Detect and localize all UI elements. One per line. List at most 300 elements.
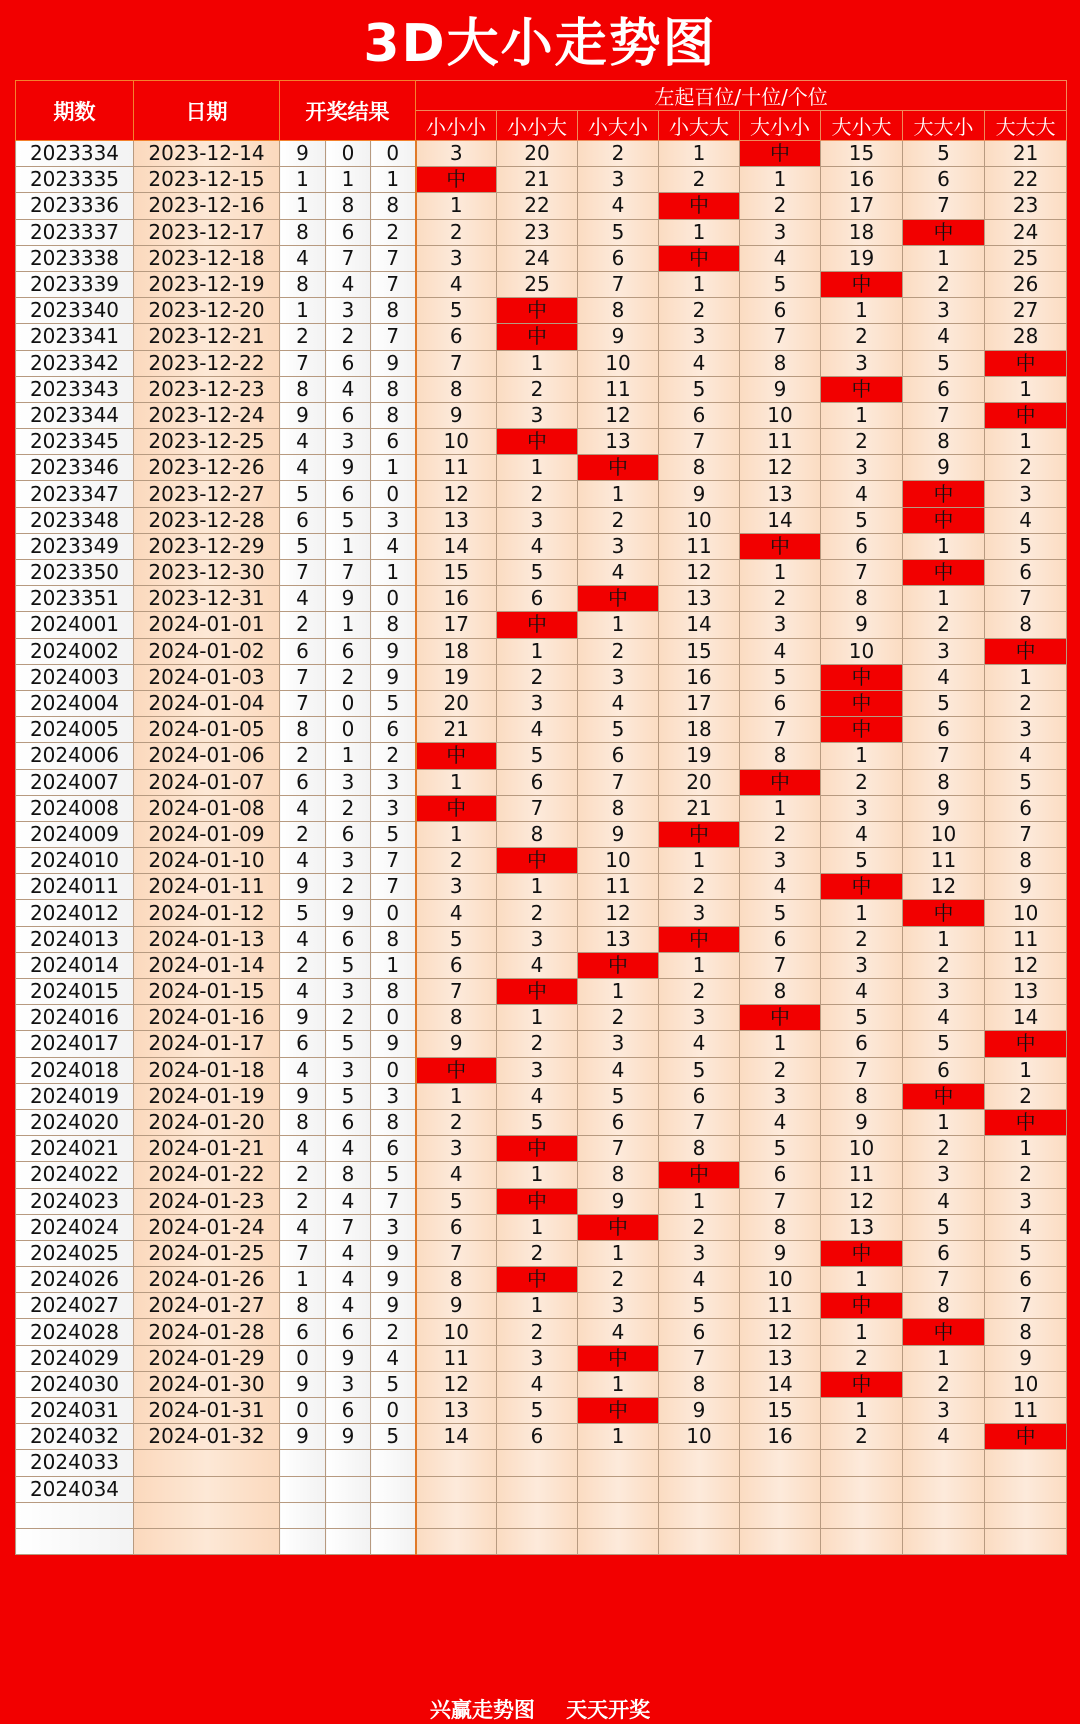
miss-count-cell: 8 [985, 848, 1067, 874]
miss-count-cell: 19 [659, 743, 740, 769]
miss-count-cell: 11 [821, 1162, 903, 1188]
miss-count-cell: 23 [985, 193, 1067, 219]
miss-count-cell: 16 [416, 586, 497, 612]
miss-count-cell: 1 [821, 1267, 903, 1293]
result-digit-cell: 9 [280, 874, 326, 900]
miss-count-cell: 4 [416, 1162, 497, 1188]
table-row [16, 402, 1067, 428]
issue-cell: 2024016 [16, 1005, 134, 1031]
miss-count-cell: 22 [497, 193, 578, 219]
result-digit-cell: 5 [371, 1162, 416, 1188]
miss-count-cell: 4 [659, 1267, 740, 1293]
date-cell: 2024-01-03 [134, 664, 280, 690]
result-digit-cell: 9 [371, 638, 416, 664]
miss-count-cell: 20 [497, 141, 578, 167]
result-digit-cell: 8 [371, 612, 416, 638]
miss-count-cell: 3 [497, 402, 578, 428]
miss-count-cell: 14 [416, 533, 497, 559]
miss-count-cell: 8 [821, 1083, 903, 1109]
miss-count-cell: 2 [578, 507, 659, 533]
result-digit-cell: 6 [326, 926, 371, 952]
miss-count-cell [497, 1450, 578, 1476]
miss-count-cell: 9 [903, 795, 985, 821]
miss-count-cell: 1 [903, 1109, 985, 1135]
miss-count-cell: 6 [740, 690, 821, 716]
hit-cell: 中 [821, 690, 903, 716]
miss-count-cell: 4 [578, 1057, 659, 1083]
miss-count-cell: 1 [497, 638, 578, 664]
result-digit-cell [280, 1502, 326, 1528]
result-digit-cell: 3 [371, 769, 416, 795]
date-cell: 2024-01-07 [134, 769, 280, 795]
result-digit-cell: 6 [326, 219, 371, 245]
issue-cell: 2023350 [16, 560, 134, 586]
miss-count-cell [821, 1528, 903, 1554]
result-digit-cell [280, 1476, 326, 1502]
miss-count-cell: 2 [821, 429, 903, 455]
table-row [16, 376, 1067, 402]
miss-count-cell: 15 [416, 560, 497, 586]
hit-cell: 中 [497, 848, 578, 874]
miss-count-cell: 5 [659, 1293, 740, 1319]
miss-count-cell: 8 [903, 769, 985, 795]
miss-count-cell: 2 [578, 141, 659, 167]
table-row [16, 1162, 1067, 1188]
miss-count-cell: 5 [497, 1109, 578, 1135]
date-cell: 2024-01-12 [134, 900, 280, 926]
miss-count-cell: 4 [416, 271, 497, 297]
table-row [16, 219, 1067, 245]
miss-count-cell: 1 [497, 350, 578, 376]
miss-count-cell: 1 [578, 1240, 659, 1266]
miss-count-cell: 2 [659, 298, 740, 324]
miss-count-cell: 15 [740, 1398, 821, 1424]
result-digit-cell: 0 [371, 481, 416, 507]
miss-count-cell: 2 [497, 1240, 578, 1266]
issue-cell: 2024005 [16, 717, 134, 743]
issue-cell: 2023334 [16, 141, 134, 167]
miss-count-cell: 13 [740, 481, 821, 507]
table-row [16, 638, 1067, 664]
miss-count-cell: 4 [985, 507, 1067, 533]
result-digit-cell: 4 [280, 429, 326, 455]
issue-cell: 2024012 [16, 900, 134, 926]
result-digit-cell: 9 [371, 1293, 416, 1319]
hit-cell: 中 [416, 795, 497, 821]
miss-count-cell: 3 [497, 507, 578, 533]
miss-count-cell: 2 [578, 1005, 659, 1031]
miss-count-cell: 5 [903, 1031, 985, 1057]
date-cell: 2024-01-26 [134, 1267, 280, 1293]
hit-cell: 中 [497, 979, 578, 1005]
result-digit-cell: 3 [326, 429, 371, 455]
miss-count-cell: 1 [416, 1083, 497, 1109]
result-digit-cell: 5 [326, 952, 371, 978]
result-digit-cell: 7 [371, 271, 416, 297]
result-digit-cell [280, 1450, 326, 1476]
result-digit-cell: 0 [371, 586, 416, 612]
table-row [16, 795, 1067, 821]
miss-count-cell: 11 [740, 429, 821, 455]
table-row [16, 821, 1067, 847]
miss-count-cell: 7 [903, 743, 985, 769]
miss-count-cell: 4 [903, 1188, 985, 1214]
miss-count-cell: 4 [740, 874, 821, 900]
result-digit-cell: 7 [371, 848, 416, 874]
miss-count-cell: 27 [985, 298, 1067, 324]
miss-count-cell: 5 [740, 271, 821, 297]
miss-count-cell: 6 [659, 1319, 740, 1345]
miss-count-cell: 3 [659, 1240, 740, 1266]
miss-count-cell: 22 [985, 167, 1067, 193]
result-digit-cell: 7 [280, 1240, 326, 1266]
table-row [16, 1057, 1067, 1083]
result-digit-cell: 7 [371, 1188, 416, 1214]
result-digit-cell [371, 1502, 416, 1528]
hit-cell: 中 [985, 1109, 1067, 1135]
miss-count-cell: 10 [416, 1319, 497, 1345]
miss-count-cell: 9 [659, 481, 740, 507]
result-digit-cell: 4 [326, 1136, 371, 1162]
result-digit-cell: 4 [326, 1188, 371, 1214]
miss-count-cell: 1 [659, 1188, 740, 1214]
miss-count-cell: 6 [985, 560, 1067, 586]
issue-cell: 2024031 [16, 1398, 134, 1424]
miss-count-cell [985, 1450, 1067, 1476]
miss-count-cell: 13 [740, 1345, 821, 1371]
issue-cell: 2024001 [16, 612, 134, 638]
miss-count-cell: 3 [659, 1005, 740, 1031]
miss-count-cell: 1 [903, 533, 985, 559]
result-digit-cell: 1 [371, 455, 416, 481]
header-pattern: 小小大 [497, 111, 578, 141]
table-row [16, 1109, 1067, 1135]
miss-count-cell: 2 [821, 926, 903, 952]
result-digit-cell: 7 [280, 664, 326, 690]
result-digit-cell: 4 [280, 1214, 326, 1240]
miss-count-cell: 3 [903, 1398, 985, 1424]
miss-count-cell [821, 1476, 903, 1502]
miss-count-cell [903, 1528, 985, 1554]
result-digit-cell [326, 1528, 371, 1554]
result-digit-cell: 6 [371, 717, 416, 743]
miss-count-cell [578, 1450, 659, 1476]
miss-count-cell: 5 [659, 376, 740, 402]
miss-count-cell: 1 [659, 271, 740, 297]
miss-count-cell: 2 [416, 1109, 497, 1135]
issue-cell: 2023338 [16, 245, 134, 271]
hit-cell: 中 [903, 1083, 985, 1109]
date-cell: 2023-12-14 [134, 141, 280, 167]
miss-count-cell: 1 [903, 586, 985, 612]
miss-count-cell: 14 [740, 507, 821, 533]
miss-count-cell: 7 [985, 821, 1067, 847]
miss-count-cell: 13 [416, 1398, 497, 1424]
miss-count-cell [578, 1528, 659, 1554]
hit-cell: 中 [578, 455, 659, 481]
date-cell: 2024-01-21 [134, 1136, 280, 1162]
result-digit-cell: 8 [326, 1162, 371, 1188]
table-row [16, 848, 1067, 874]
miss-count-cell: 2 [821, 1424, 903, 1450]
result-digit-cell: 3 [326, 1057, 371, 1083]
table-row [16, 1005, 1067, 1031]
issue-cell: 2024033 [16, 1450, 134, 1476]
miss-count-cell: 1 [578, 481, 659, 507]
result-digit-cell: 5 [371, 1424, 416, 1450]
miss-count-cell: 3 [821, 350, 903, 376]
miss-count-cell: 5 [821, 848, 903, 874]
miss-count-cell: 2 [497, 1031, 578, 1057]
miss-count-cell: 3 [740, 219, 821, 245]
miss-count-cell: 25 [497, 271, 578, 297]
miss-count-cell: 9 [903, 455, 985, 481]
date-cell: 2023-12-25 [134, 429, 280, 455]
miss-count-cell [740, 1502, 821, 1528]
miss-count-cell: 5 [985, 533, 1067, 559]
result-digit-cell: 1 [326, 743, 371, 769]
miss-count-cell: 2 [578, 638, 659, 664]
date-cell: 2024-01-30 [134, 1371, 280, 1397]
hit-cell: 中 [821, 664, 903, 690]
miss-count-cell: 4 [821, 481, 903, 507]
hit-cell: 中 [497, 1267, 578, 1293]
miss-count-cell: 8 [903, 429, 985, 455]
miss-count-cell: 5 [416, 926, 497, 952]
result-digit-cell: 6 [326, 481, 371, 507]
miss-count-cell: 3 [903, 979, 985, 1005]
miss-count-cell: 5 [903, 141, 985, 167]
hit-cell: 中 [821, 1240, 903, 1266]
miss-count-cell: 2 [416, 219, 497, 245]
issue-cell: 2024030 [16, 1371, 134, 1397]
table-row [16, 1424, 1067, 1450]
hit-cell: 中 [578, 1345, 659, 1371]
miss-count-cell: 14 [416, 1424, 497, 1450]
result-digit-cell: 8 [280, 376, 326, 402]
miss-count-cell: 11 [985, 926, 1067, 952]
miss-count-cell: 24 [985, 219, 1067, 245]
issue-cell: 2024010 [16, 848, 134, 874]
miss-count-cell: 1 [497, 455, 578, 481]
hit-cell: 中 [659, 821, 740, 847]
result-digit-cell: 8 [280, 1109, 326, 1135]
result-digit-cell: 4 [326, 1293, 371, 1319]
header-position-group: 左起百位/十位/个位 [416, 81, 1067, 111]
miss-count-cell: 12 [416, 1371, 497, 1397]
miss-count-cell: 10 [416, 429, 497, 455]
result-digit-cell: 6 [326, 402, 371, 428]
result-digit-cell: 1 [280, 1267, 326, 1293]
table-row [16, 245, 1067, 271]
result-digit-cell: 3 [371, 1083, 416, 1109]
miss-count-cell [903, 1476, 985, 1502]
issue-cell: 2024018 [16, 1057, 134, 1083]
miss-count-cell: 2 [497, 376, 578, 402]
date-cell: 2024-01-17 [134, 1031, 280, 1057]
hit-cell: 中 [903, 481, 985, 507]
miss-count-cell: 7 [416, 1240, 497, 1266]
table-body [16, 141, 1067, 1555]
table-row [16, 1293, 1067, 1319]
miss-count-cell: 5 [497, 1398, 578, 1424]
table-row [16, 350, 1067, 376]
result-digit-cell: 7 [371, 874, 416, 900]
miss-count-cell: 17 [659, 690, 740, 716]
date-cell: 2024-01-19 [134, 1083, 280, 1109]
miss-count-cell: 4 [740, 638, 821, 664]
result-digit-cell: 2 [326, 324, 371, 350]
miss-count-cell: 4 [903, 1424, 985, 1450]
table-row [16, 167, 1067, 193]
result-digit-cell: 1 [326, 167, 371, 193]
table-row [16, 1502, 1067, 1528]
miss-count-cell [659, 1450, 740, 1476]
miss-count-cell: 5 [985, 769, 1067, 795]
miss-count-cell: 4 [497, 1083, 578, 1109]
miss-count-cell: 9 [578, 324, 659, 350]
miss-count-cell: 1 [497, 874, 578, 900]
miss-count-cell: 6 [985, 1267, 1067, 1293]
hit-cell: 中 [497, 1136, 578, 1162]
miss-count-cell [416, 1450, 497, 1476]
miss-count-cell [497, 1528, 578, 1554]
miss-count-cell [903, 1502, 985, 1528]
miss-count-cell: 7 [578, 1136, 659, 1162]
miss-count-cell [497, 1502, 578, 1528]
miss-count-cell: 8 [659, 455, 740, 481]
result-digit-cell: 2 [371, 743, 416, 769]
result-digit-cell: 1 [371, 560, 416, 586]
miss-count-cell [985, 1476, 1067, 1502]
hit-cell: 中 [578, 586, 659, 612]
miss-count-cell: 8 [497, 821, 578, 847]
hit-cell: 中 [903, 1319, 985, 1345]
miss-count-cell: 4 [497, 533, 578, 559]
miss-count-cell: 8 [740, 1214, 821, 1240]
miss-count-cell: 11 [578, 874, 659, 900]
result-digit-cell: 4 [280, 848, 326, 874]
miss-count-cell: 5 [578, 717, 659, 743]
miss-count-cell: 2 [821, 1345, 903, 1371]
result-digit-cell: 4 [326, 376, 371, 402]
result-digit-cell: 9 [371, 1240, 416, 1266]
hit-cell: 中 [578, 952, 659, 978]
miss-count-cell: 13 [821, 1214, 903, 1240]
miss-count-cell: 3 [497, 1057, 578, 1083]
result-digit-cell: 0 [371, 1005, 416, 1031]
miss-count-cell: 9 [416, 402, 497, 428]
miss-count-cell: 5 [821, 1005, 903, 1031]
miss-count-cell: 6 [659, 402, 740, 428]
date-cell: 2024-01-09 [134, 821, 280, 847]
miss-count-cell [740, 1528, 821, 1554]
date-cell: 2023-12-16 [134, 193, 280, 219]
table-row [16, 1476, 1067, 1502]
table-row [16, 664, 1067, 690]
issue-cell: 2024027 [16, 1293, 134, 1319]
issue-cell: 2023345 [16, 429, 134, 455]
date-cell: 2024-01-24 [134, 1214, 280, 1240]
miss-count-cell: 26 [985, 271, 1067, 297]
miss-count-cell: 7 [903, 1267, 985, 1293]
page-title: 3D大小走势图 [363, 14, 717, 74]
miss-count-cell: 13 [578, 926, 659, 952]
table-row [16, 455, 1067, 481]
result-digit-cell: 4 [280, 1057, 326, 1083]
issue-cell: 2024023 [16, 1188, 134, 1214]
issue-cell: 2023348 [16, 507, 134, 533]
result-digit-cell: 8 [326, 193, 371, 219]
miss-count-cell: 19 [416, 664, 497, 690]
miss-count-cell: 10 [578, 350, 659, 376]
hit-cell: 中 [497, 612, 578, 638]
table-row [16, 586, 1067, 612]
miss-count-cell: 3 [985, 481, 1067, 507]
miss-count-cell: 2 [497, 664, 578, 690]
miss-count-cell [985, 1502, 1067, 1528]
miss-count-cell [416, 1502, 497, 1528]
miss-count-cell: 15 [821, 141, 903, 167]
result-digit-cell: 1 [280, 298, 326, 324]
hit-cell: 中 [903, 507, 985, 533]
issue-cell: 2024026 [16, 1267, 134, 1293]
miss-count-cell: 7 [740, 1188, 821, 1214]
date-cell: 2024-01-29 [134, 1345, 280, 1371]
miss-count-cell: 12 [740, 1319, 821, 1345]
table-row [16, 769, 1067, 795]
table-row [16, 900, 1067, 926]
result-digit-cell: 4 [371, 533, 416, 559]
date-cell: 2023-12-15 [134, 167, 280, 193]
miss-count-cell: 3 [740, 612, 821, 638]
miss-count-cell: 4 [985, 743, 1067, 769]
miss-count-cell: 5 [416, 298, 497, 324]
date-cell: 2023-12-31 [134, 586, 280, 612]
result-digit-cell: 2 [371, 219, 416, 245]
miss-count-cell: 13 [985, 979, 1067, 1005]
result-digit-cell: 2 [280, 1188, 326, 1214]
result-digit-cell: 8 [371, 926, 416, 952]
miss-count-cell: 2 [740, 193, 821, 219]
miss-count-cell: 4 [659, 1031, 740, 1057]
result-digit-cell: 4 [280, 586, 326, 612]
miss-count-cell: 6 [497, 1424, 578, 1450]
miss-count-cell: 3 [416, 141, 497, 167]
result-digit-cell: 5 [371, 690, 416, 716]
miss-count-cell: 6 [903, 1057, 985, 1083]
miss-count-cell: 19 [821, 245, 903, 271]
issue-cell: 2024009 [16, 821, 134, 847]
miss-count-cell: 14 [659, 612, 740, 638]
footer-brand: 兴赢走势图 [429, 1698, 535, 1722]
miss-count-cell: 2 [497, 1319, 578, 1345]
result-digit-cell: 8 [371, 979, 416, 1005]
result-digit-cell: 9 [371, 350, 416, 376]
miss-count-cell: 1 [903, 1345, 985, 1371]
result-digit-cell: 9 [326, 455, 371, 481]
miss-count-cell: 2 [903, 271, 985, 297]
issue-cell: 2024011 [16, 874, 134, 900]
miss-count-cell: 4 [740, 1109, 821, 1135]
miss-count-cell: 3 [416, 1136, 497, 1162]
miss-count-cell: 18 [659, 717, 740, 743]
result-digit-cell: 1 [280, 167, 326, 193]
table-row [16, 612, 1067, 638]
miss-count-cell: 8 [416, 1267, 497, 1293]
footer [0, 1696, 1080, 1724]
header-pattern: 大小大 [821, 111, 903, 141]
